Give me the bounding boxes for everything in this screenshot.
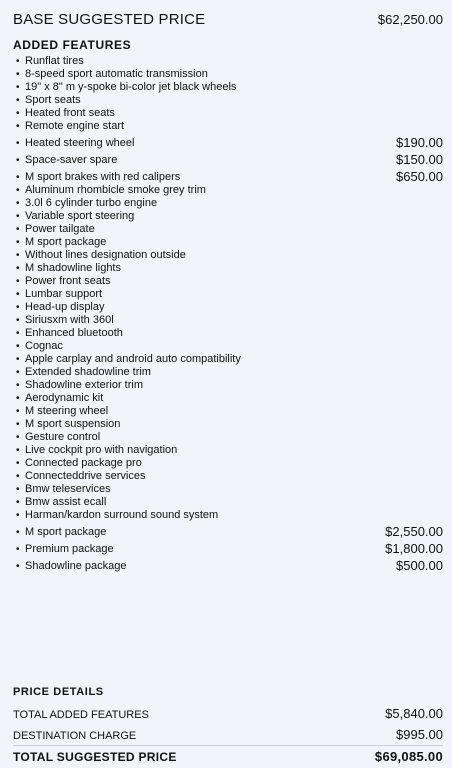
feature-name: • Bmw assist ecall: [16, 496, 106, 509]
feature-name: • 19" x 8" m y-spoke bi-color jet black wheels: [16, 81, 236, 94]
feature-item: [16, 444, 443, 457]
feature-item: [16, 457, 443, 470]
total-suggested-price-value: $69,085.00: [374, 749, 443, 764]
feature-item: [16, 262, 443, 275]
feature-item: [16, 522, 443, 539]
feature-name: • Power front seats: [16, 275, 111, 288]
feature-item: [16, 509, 443, 522]
feature-name: • Bmw teleservices: [16, 483, 111, 496]
feature-name: • Extended shadowline trim: [16, 366, 151, 379]
feature-name: • Live cockpit pro with navigation: [16, 444, 177, 457]
feature-item: [16, 184, 443, 197]
feature-item: [16, 392, 443, 405]
total-suggested-price-label: TOTAL SUGGESTED PRICE: [13, 750, 177, 764]
feature-name: • Heated front seats: [16, 107, 115, 120]
destination-charge-label: DESTINATION CHARGE: [13, 730, 137, 742]
added-features-heading: ADDED FEATURES: [13, 38, 132, 52]
feature-name: • M sport package: [16, 526, 106, 539]
feature-price: $2,550.00: [385, 524, 443, 539]
feature-name: • M sport package: [16, 236, 106, 249]
total-added-features-label: TOTAL ADDED FEATURES: [13, 709, 149, 721]
feature-item: [16, 379, 443, 392]
base-price-title: BASE SUGGESTED PRICE: [13, 11, 206, 28]
feature-item: [16, 431, 443, 444]
feature-name: • Siriusxm with 360l: [16, 314, 114, 327]
total-added-features-row: [13, 706, 443, 721]
feature-name: • Space-saver spare: [16, 154, 117, 167]
feature-item: [16, 418, 443, 431]
feature-name: • Heated steering wheel: [16, 137, 134, 150]
total-added-features-value: $5,840.00: [385, 706, 443, 721]
feature-name: • Head-up display: [16, 301, 105, 314]
feature-item: [16, 120, 443, 133]
feature-item: [16, 340, 443, 353]
feature-item: [16, 556, 443, 573]
feature-name: • Premium package: [16, 543, 114, 556]
feature-name: • M sport suspension: [16, 418, 120, 431]
feature-name: • Remote engine start: [16, 120, 124, 133]
feature-name: • Runflat tires: [16, 55, 84, 68]
feature-item: [16, 107, 443, 120]
feature-item: [16, 68, 443, 81]
price-details-heading: PRICE DETAILS: [13, 686, 104, 698]
feature-item: [16, 405, 443, 418]
feature-item: [16, 236, 443, 249]
destination-charge-value: $995.00: [396, 727, 443, 742]
divider: [13, 745, 443, 746]
feature-item: [16, 327, 443, 340]
feature-name: • Cognac: [16, 340, 63, 353]
feature-name: • M shadowline lights: [16, 262, 121, 275]
feature-item: [16, 81, 443, 94]
feature-item: [16, 314, 443, 327]
feature-name: • Variable sport steering: [16, 210, 134, 223]
feature-item: [16, 167, 443, 184]
feature-price: $150.00: [396, 152, 443, 167]
feature-item: [16, 366, 443, 379]
feature-item: [16, 197, 443, 210]
feature-name: • Aerodynamic kit: [16, 392, 103, 405]
feature-name: • Apple carplay and android auto compatibility: [16, 353, 241, 366]
feature-name: • Gesture control: [16, 431, 100, 444]
feature-name: • 8-speed sport automatic transmission: [16, 68, 208, 81]
feature-item: [16, 483, 443, 496]
features-list: [16, 55, 443, 573]
feature-item: [16, 210, 443, 223]
feature-name: • M steering wheel: [16, 405, 108, 418]
feature-price: $190.00: [396, 135, 443, 150]
feature-name: • M sport brakes with red calipers: [16, 171, 180, 184]
base-price-row: [13, 11, 443, 28]
feature-item: [16, 55, 443, 68]
feature-item: [16, 301, 443, 314]
feature-item: [16, 353, 443, 366]
feature-item: [16, 275, 443, 288]
base-price-value: $62,250.00: [377, 12, 443, 27]
feature-name: • Without lines designation outside: [16, 249, 186, 262]
feature-price: $500.00: [396, 558, 443, 573]
feature-item: [16, 470, 443, 483]
feature-item: [16, 133, 443, 150]
feature-name: • Shadowline package: [16, 560, 127, 573]
feature-name: • Power tailgate: [16, 223, 95, 236]
feature-name: • Connecteddrive services: [16, 470, 145, 483]
feature-item: [16, 539, 443, 556]
feature-name: • Harman/kardon surround sound system: [16, 509, 218, 522]
feature-item: [16, 249, 443, 262]
feature-item: [16, 94, 443, 107]
feature-name: • Lumbar support: [16, 288, 102, 301]
feature-name: • Enhanced bluetooth: [16, 327, 123, 340]
feature-name: • 3.0l 6 cylinder turbo engine: [16, 197, 157, 210]
feature-item: [16, 223, 443, 236]
feature-price: $650.00: [396, 169, 443, 184]
total-suggested-price-row: [13, 749, 443, 764]
feature-name: • Connected package pro: [16, 457, 142, 470]
feature-item: [16, 496, 443, 509]
feature-item: [16, 288, 443, 301]
feature-name: • Aluminum rhombicle smoke grey trim: [16, 184, 206, 197]
feature-price: $1,800.00: [385, 541, 443, 556]
feature-item: [16, 150, 443, 167]
feature-name: • Shadowline exterior trim: [16, 379, 143, 392]
feature-name: • Sport seats: [16, 94, 81, 107]
destination-charge-row: [13, 727, 443, 742]
